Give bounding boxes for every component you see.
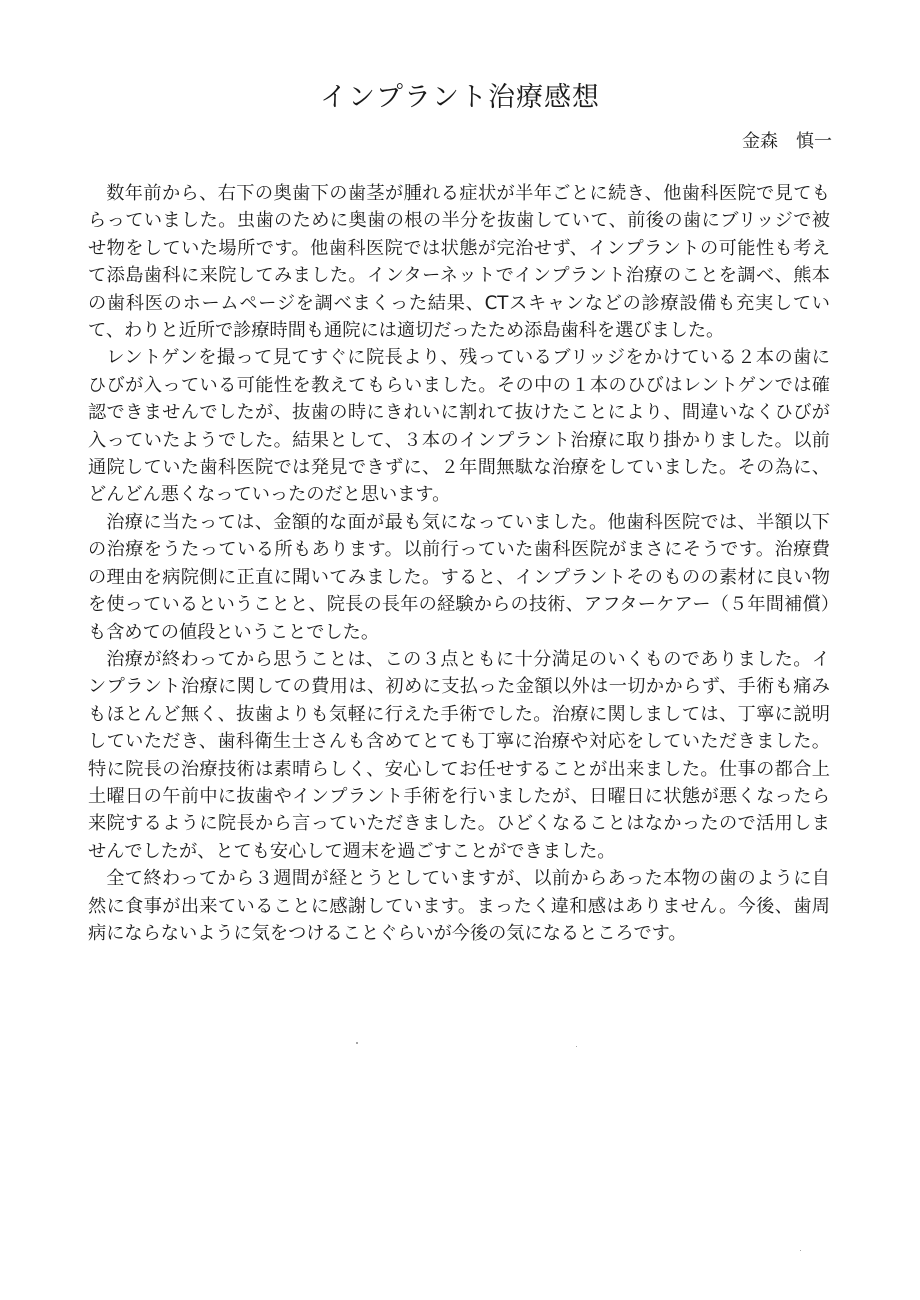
scan-speck [576,1046,577,1047]
body-paragraph-1: 数年前から、右下の奥歯下の歯茎が腫れる症状が半年ごとに続き、他歯科医院で見てもらっていました。虫歯のために奥歯の根の半分を抜歯していて、前後の歯にブリッジで被せ物をしていた場所です。他歯科医院では状態が完治せず、インプラントの可能性も考えて添島歯科に来院してみました。インターネットでインプラント治療のことを調べ、熊本の歯科医のホームページを調べまくった結果、CTスキャンなどの診療設備も充実していて、わりと近所で診療時間も通院には適切だったため添島歯科を選びました。 [88,183,830,342]
scan-speck [800,1250,801,1251]
body-paragraph-5: 全て終わってから３週間が経とうとしていますが、以前からあった本物の歯のように自然に食事が出来ていることに感謝しています。まったく違和感はありません。今後、歯周病にならないように気をつけることぐらいが今後の気になるところです。 [88,868,830,944]
body-paragraph-4: 治療が終わってから思うことは、この３点ともに十分満足のいくものでありました。インプラント治療に関しての費用は、初めに支払った金額以外は一切かからず、手術も痛みもほとんど無く、抜歯よりも気軽に行えた手術でした。治療に関しましては、丁寧に説明していただき、歯科衛生士さんも含めてとても丁寧に治療や対応をしていただきました。特に院長の治療技術は素晴らしく、安心してお任せすることが出来ました。仕事の都合上土曜日の午前中に抜歯やインプラント手術を行いましたが、日曜日に状態が悪くなったら来院するように院長から言っていただきました。ひどくなることはなかったので活用しませんでしたが、とても安心して週末を過ごすことができました。 [88,648,830,862]
author-name: 金森 慎一 [742,131,832,152]
body-paragraph-3: 治療に当たっては、金額的な面が最も気になっていました。他歯科医院では、半額以下の治療をうたっている所もあります。以前行っていた歯科医院がまさにそうです。治療費の理由を病院側に正直に聞いてみました。すると、インプラントそのものの素材に良い物を使っているということと、院長の長年の経験からの技術、アフターケアー（５年間補償）も含めての値段ということでした。 [88,511,830,643]
body-paragraph-2: レントゲンを撮って見てすぐに院長より、残っているブリッジをかけている２本の歯にひびが入っている可能性を教えてもらいました。その中の１本のひびはレントゲンでは確認できませんでしたが、抜歯の時にきれいに割れて抜けたことにより、間違いなくひびが入っていたようでした。結果として、３本のインプラント治療に取り掛かりました。以前通院していた歯科医院では発見できずに、２年間無駄な治療をしていました。その為に、どんどん悪くなっていったのだと思います。 [88,347,830,506]
document-body [88,180,830,947]
scan-speck [356,1042,358,1044]
document-title: インプラント治療感想 [320,82,600,113]
